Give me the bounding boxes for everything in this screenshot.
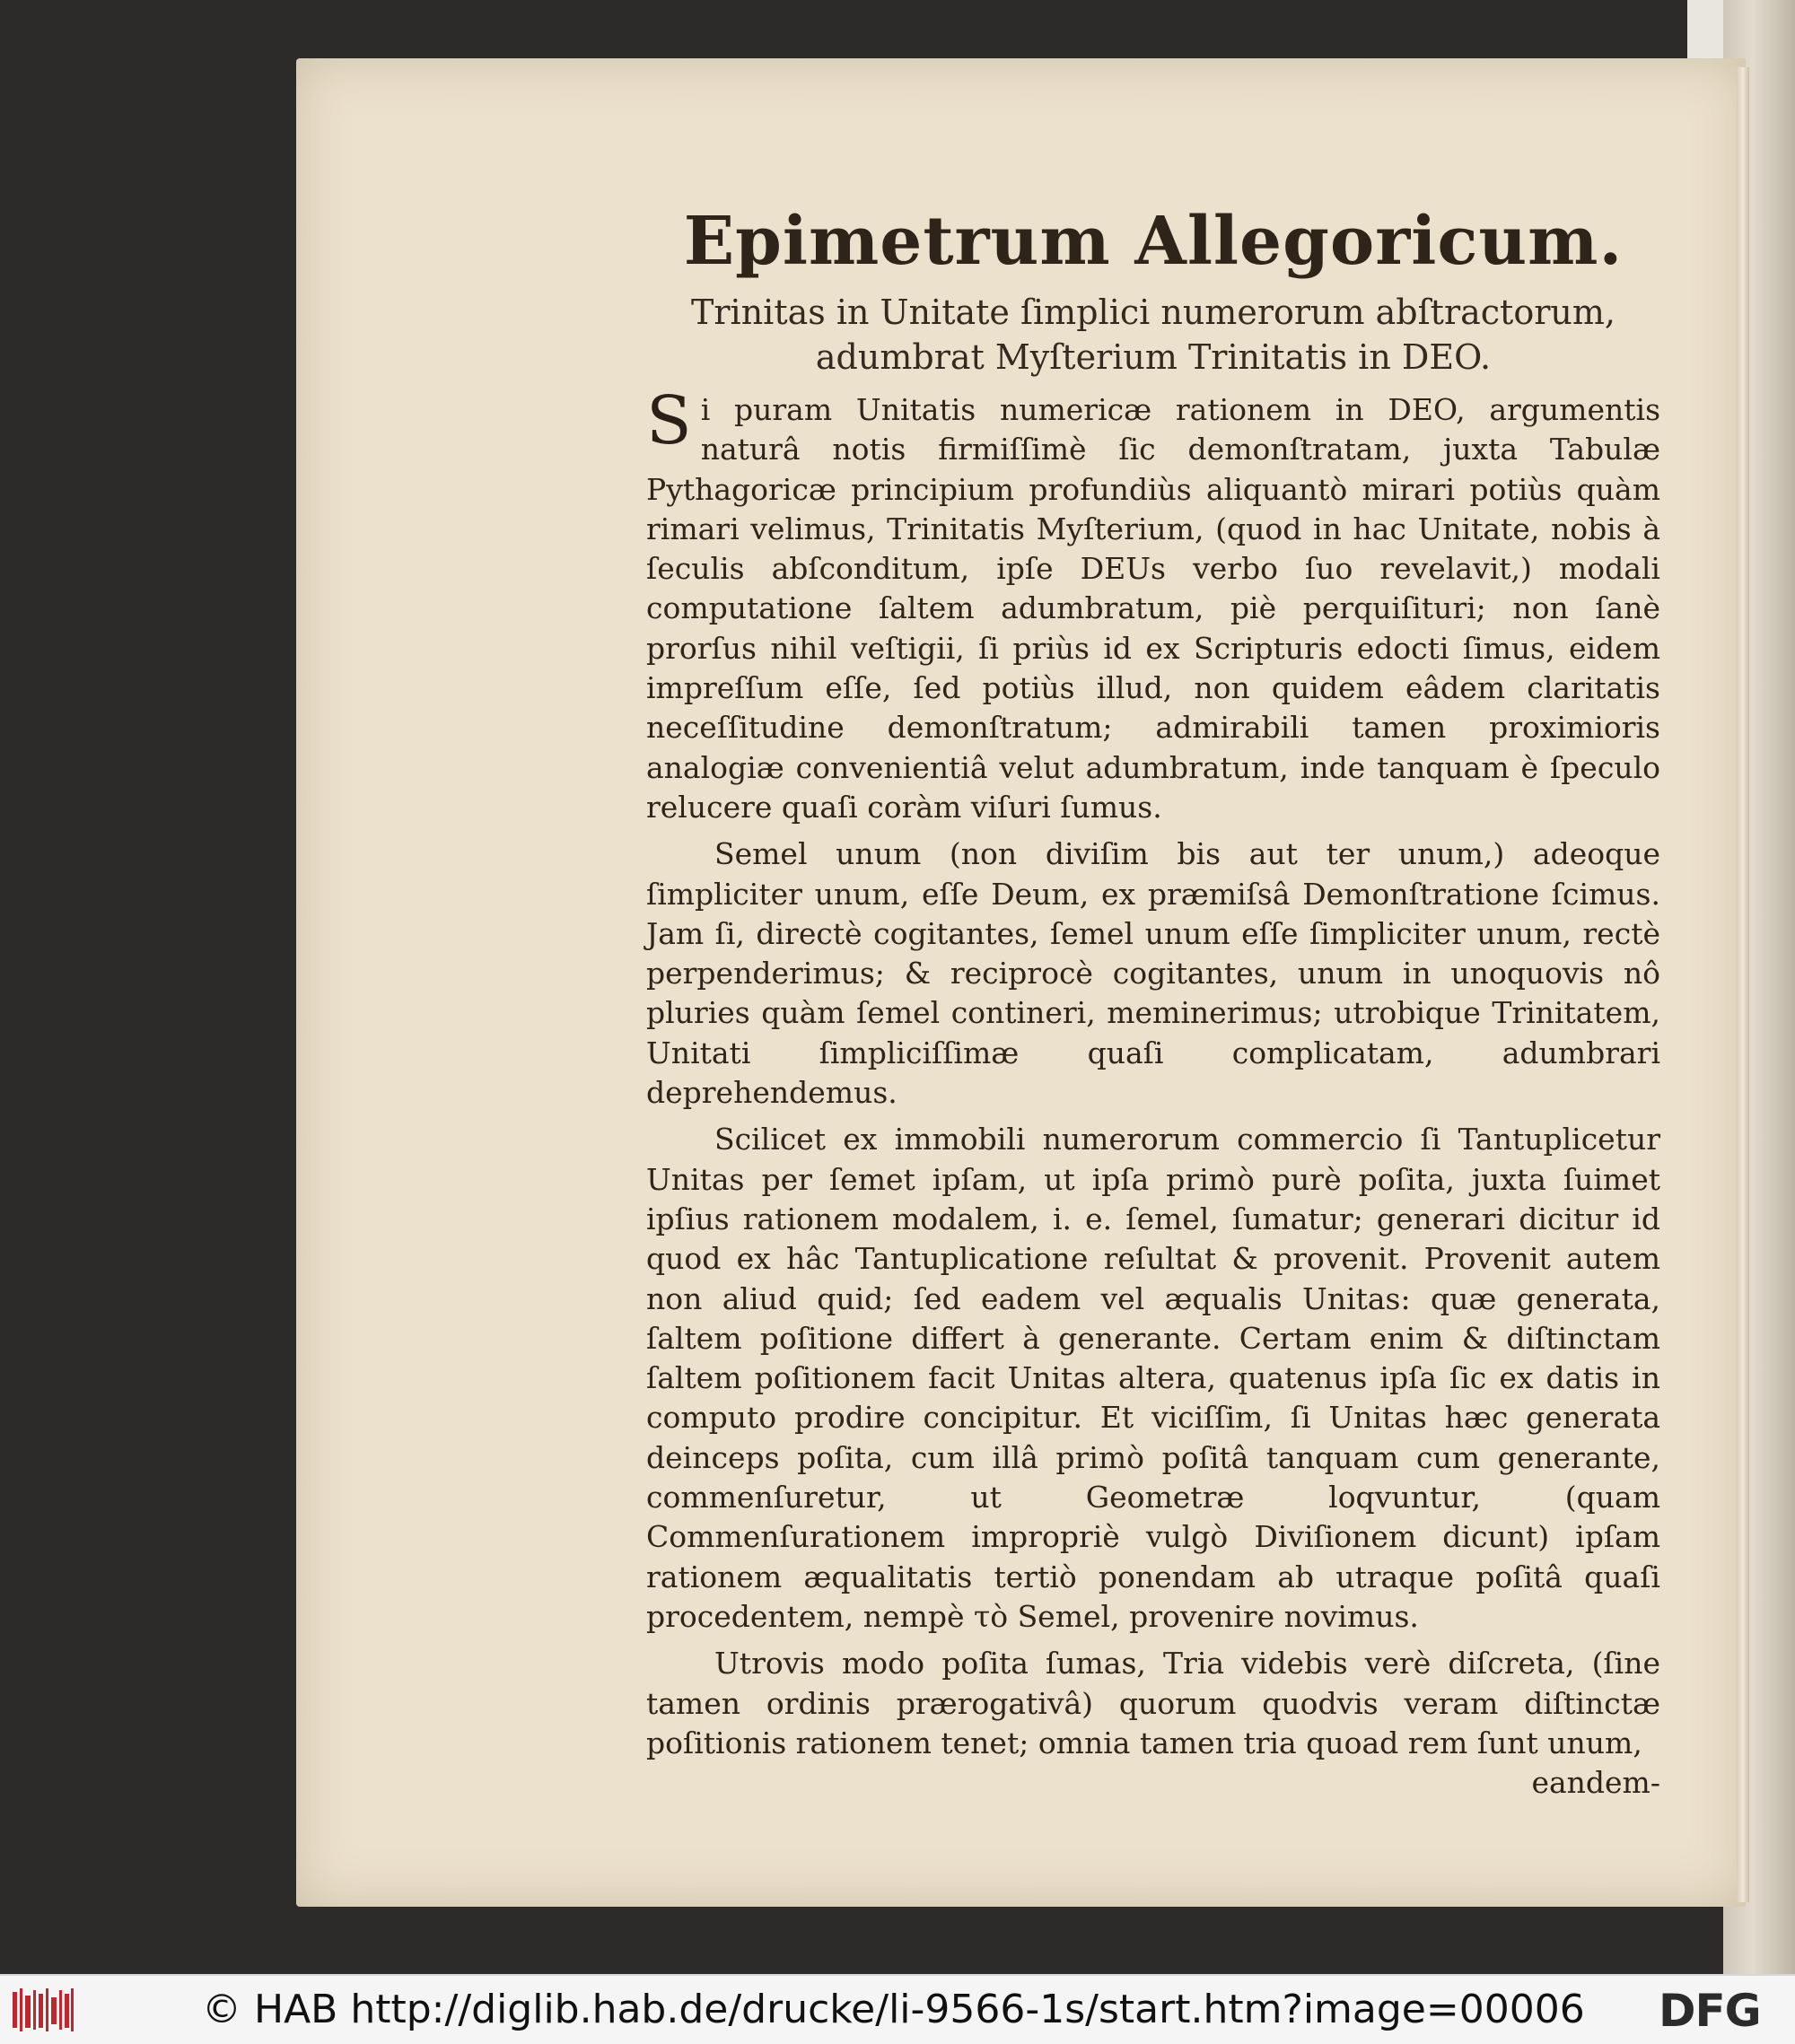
page-subtitle [646, 290, 1660, 380]
paragraph [646, 382, 1660, 827]
catchword: eandem- [1531, 1765, 1660, 1801]
page-edge [1737, 67, 1749, 1902]
subtitle-line: Trinitas in Unitate ſimplici numerorum abſtractorum, [691, 293, 1616, 332]
paragraph-text: i puram Unitatis numericæ rationem in DEO, argumentis naturâ notis firmiſſimè ſic demonſtratam, juxta Tabulæ Pythagoricæ principium profundiùs aliquantò mirari potiùs quàm rimari velimus, Trinitatis Myſterium, (quod in hac Unitate, nobis à ſeculis abſconditum, ipſe DEUs verbo ſuo revelavit,) modali computatione ſaltem adumbratum, piè perquiſituri; non ſanè prorſus nihil veſtigii, ſi priùs id ex Scripturis edocti ſimus, eidem impreſſum eſſe, ſed potiùs illud, non quidem eâdem claritatis neceſſitudine demonſtratum; admirabili tamen proximioris analogiæ convenientiâ velut adumbratum, inde tanquam è ſpeculo relucere quaſi coràm viſuri ſumus. [646, 392, 1660, 825]
dfg-logo: DFG [1659, 1985, 1761, 2037]
footer-bar [0, 1974, 1795, 2044]
paragraph: Semel unum (non diviſim bis aut ter unum,) adeoque ſimpliciter unum, eſſe Deum, ex præmiſsâ Demonſtratione ſcimus. Jam ſi, directè cogitantes, ſemel unum eſſe ſimpliciter unum, rectè perpenderimus; & reciprocè cogitantes, unum in unoquovis nô pluries quàm ſemel contineri, meminerimus; utrobique Trinitatem, Unitati ſimpliciſſimæ quaſi complicatam, adumbrari deprehendemus. [646, 836, 1660, 1111]
paragraph: Utrovis modo poſita ſumas, Tria videbis verè diſcreta, (ſine tamen ordinis prærogativâ) quorum quodvis veram diſtinctæ poſitionis rationem tenet; omnia tamen tria quoad rem ſunt unum, [646, 1646, 1660, 1760]
paragraph: Scilicet ex immobili numerorum commercio ſi Tantuplicetur Unitas per ſemet ipſam, ut ipſa primò purè poſita, juxta ſuimet ipſius rationem modalem, i. e. ſemel, ſumatur; generari dicitur id quod ex hâc Tantuplicatione reſultat & provenit. Provenit autem non aliud quid; ſed eadem vel æqualis Unitas: quæ generata, ſaltem poſitione differt à generante. Certam enim & diſtinctam ſaltem poſitionem facit Unitas altera, quatenus ipſa ſic ex datis in computo prodire concipitur. Et viciſſim, ſi Unitas hæc generata deinceps poſita, cum illâ primò poſitâ tanquam cum generante, commenſuretur, ut Geometræ loqvuntur, (quam Commenſurationem impropriè vulgò Diviſionem dicunt) ipſam rationem æqualitatis tertiò ponendam ab utraque poſitâ quaſi procedentem, nempè τὸ Semel, provenire novimus. [646, 1122, 1660, 1634]
drop-cap: S [646, 382, 692, 459]
page-text [646, 202, 1660, 1803]
hab-barcode-logo-icon [11, 1985, 75, 2035]
attribution-link[interactable]: © HAB http://diglib.hab.de/drucke/li-9566-1s/start.htm?image=00006 [202, 1987, 1585, 2032]
page-title: Epimetrum Allegoricum. [683, 203, 1624, 280]
subtitle-line: adumbrat Myſterium Trinitatis in DEO. [815, 337, 1492, 377]
